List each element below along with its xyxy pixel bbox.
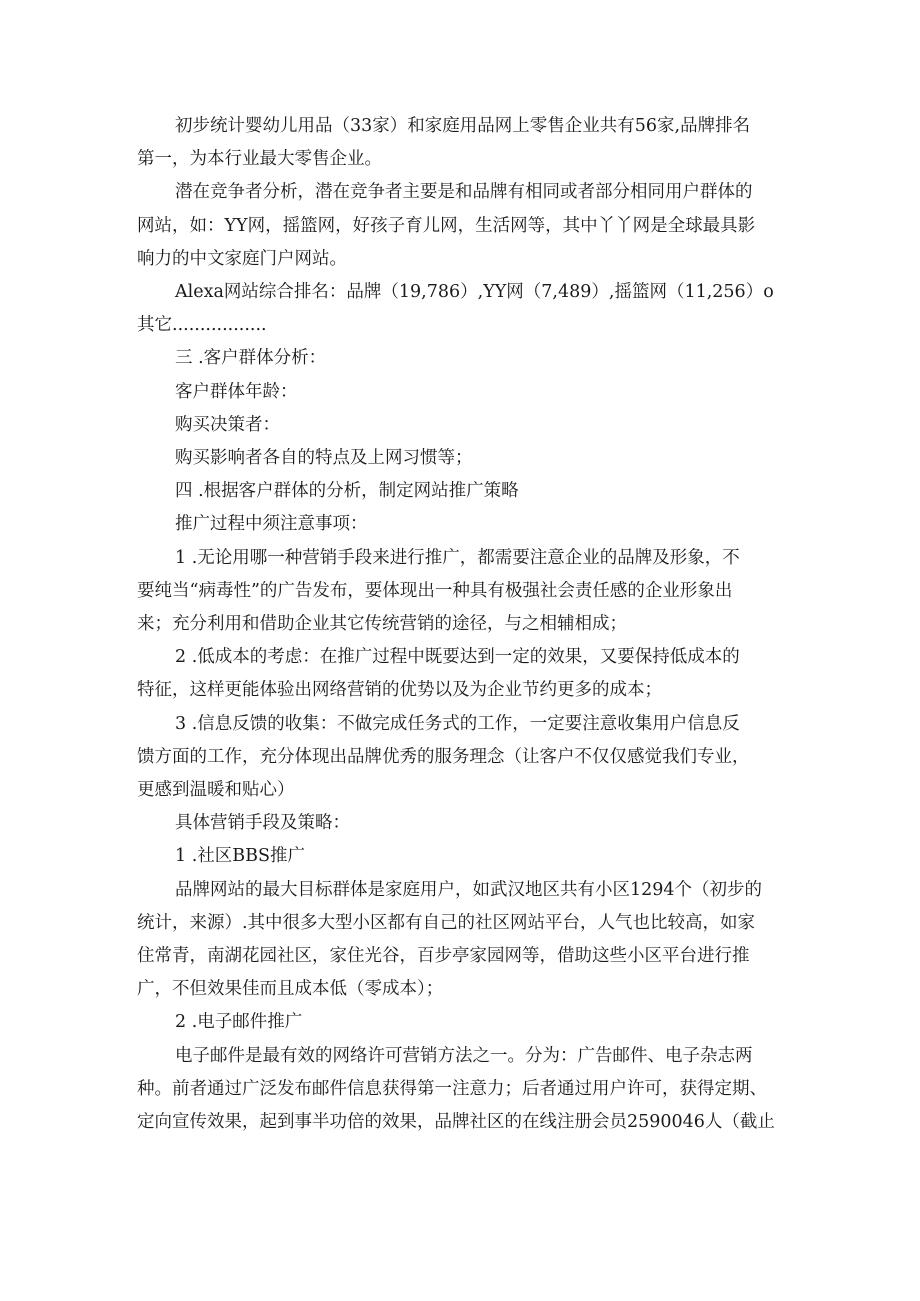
text-line: 初步统计婴幼儿用品（33家）和家庭用品网上零售企业共有56家,品牌排名 <box>175 116 751 136</box>
text-line: 潜在竞争者分析，潜在竞争者主要是和品牌有相同或者部分相同用户群体的 <box>175 182 753 203</box>
text-line: 住常青，南湖花园社区，家住光谷，百步亭家园网等，借助这些小区平台进行推 <box>137 946 750 967</box>
paragraph-intro-stats <box>137 110 797 176</box>
text-line: 广，不但效果佳而且成本低（零成本）； <box>137 979 444 1000</box>
text-line: 馈方面的工作，充分体现出品牌优秀的服务理念（让客户不仅仅感觉我们专业， <box>137 746 750 767</box>
text-line: 品牌网站的最大目标群体是家庭用户，如武汉地区共有小区1294个（初步的 <box>175 879 763 900</box>
text-line: Alexa网站综合排名：品牌（19,786）,YY网（7,489）,摇篮网（11,256）o <box>175 282 774 303</box>
heading-promotion-strategy <box>137 475 797 508</box>
text-line: 三 .客户群体分析： <box>175 348 327 369</box>
paragraph-note-3 <box>137 708 797 808</box>
text-line: 3 .信息反馈的收集：不做完成任务式的工作，一定要注意收集用户信息反 <box>175 713 740 734</box>
text-line: 特征，这样更能体验出网络营销的优势以及为企业节约更多的成本； <box>137 680 662 701</box>
text-line: 种。前者通过广泛发布邮件信息获得第一注意力；后者通过用户许可，获得定期、 <box>137 1078 767 1099</box>
text-line: 购买影响者各自的特点及上网习惯等； <box>175 448 473 469</box>
text-line: 2 .电子邮件推广 <box>175 1012 303 1033</box>
subheading-notes <box>137 508 797 541</box>
text-line: 响力的中文家庭门户网站。 <box>137 248 347 269</box>
text-line: 其它................. <box>137 315 267 336</box>
text-line: 客户群体年龄： <box>175 381 298 402</box>
text-line: 更感到温暖和贴心） <box>137 780 295 801</box>
text-line: 统计，来源）.其中很多大型小区都有自己的社区网站平台，人气也比较高，如家 <box>137 912 756 933</box>
paragraph-note-1 <box>137 542 797 642</box>
heading-customer-analysis <box>137 342 797 375</box>
text-line: 第一，为本行业最大零售企业。 <box>137 149 382 170</box>
text-line: 电子邮件是最有效的网络许可营销方法之一。分为：广告邮件、电子杂志两 <box>175 1045 753 1066</box>
paragraph-email-detail <box>137 1040 797 1140</box>
item-purchase-decider <box>137 409 797 442</box>
text-line: 定向宣传效果，起到事半功倍的效果，品牌社区的在线注册会员2590046人（截止 <box>137 1112 775 1133</box>
item-purchase-influencer <box>137 442 797 475</box>
paragraph-competitor-analysis <box>137 176 797 276</box>
paragraph-note-2 <box>137 641 797 707</box>
text-line: 具体营销手段及策略： <box>175 813 350 834</box>
text-line: 推广过程中须注意事项： <box>175 514 368 535</box>
text-line: 网站，如：YY网，摇篮网，好孩子育儿网，生活网等，其中丫丫网是全球最具影 <box>137 215 756 236</box>
text-line: 1 .无论用哪一种营销手段来进行推广，都需要注意企业的品牌及形象，不 <box>175 547 740 568</box>
text-line: 来；充分利用和借助企业其它传统营销的途径，与之相辅相成； <box>137 614 627 635</box>
paragraph-bbs-detail <box>137 874 797 1007</box>
paragraph-alexa-ranking <box>137 276 797 342</box>
item-email-promotion <box>137 1006 797 1039</box>
subheading-marketing-methods <box>137 807 797 840</box>
text-line: 购买决策者： <box>175 414 280 435</box>
item-customer-age <box>137 376 797 409</box>
text-line: 四 .根据客户群体的分析，制定网站推广策略 <box>175 481 519 502</box>
text-line: 2 .低成本的考虑：在推广过程中既要达到一定的效果，又要保持低成本的 <box>175 647 740 668</box>
text-line: 要纯当“病毒性”的广告发布，要体现出一种具有极强社会责任感的企业形象出 <box>137 580 733 601</box>
item-bbs-promotion <box>137 840 797 873</box>
text-line: 1 .社区BBS推广 <box>175 846 305 867</box>
document-page <box>137 110 797 1139</box>
